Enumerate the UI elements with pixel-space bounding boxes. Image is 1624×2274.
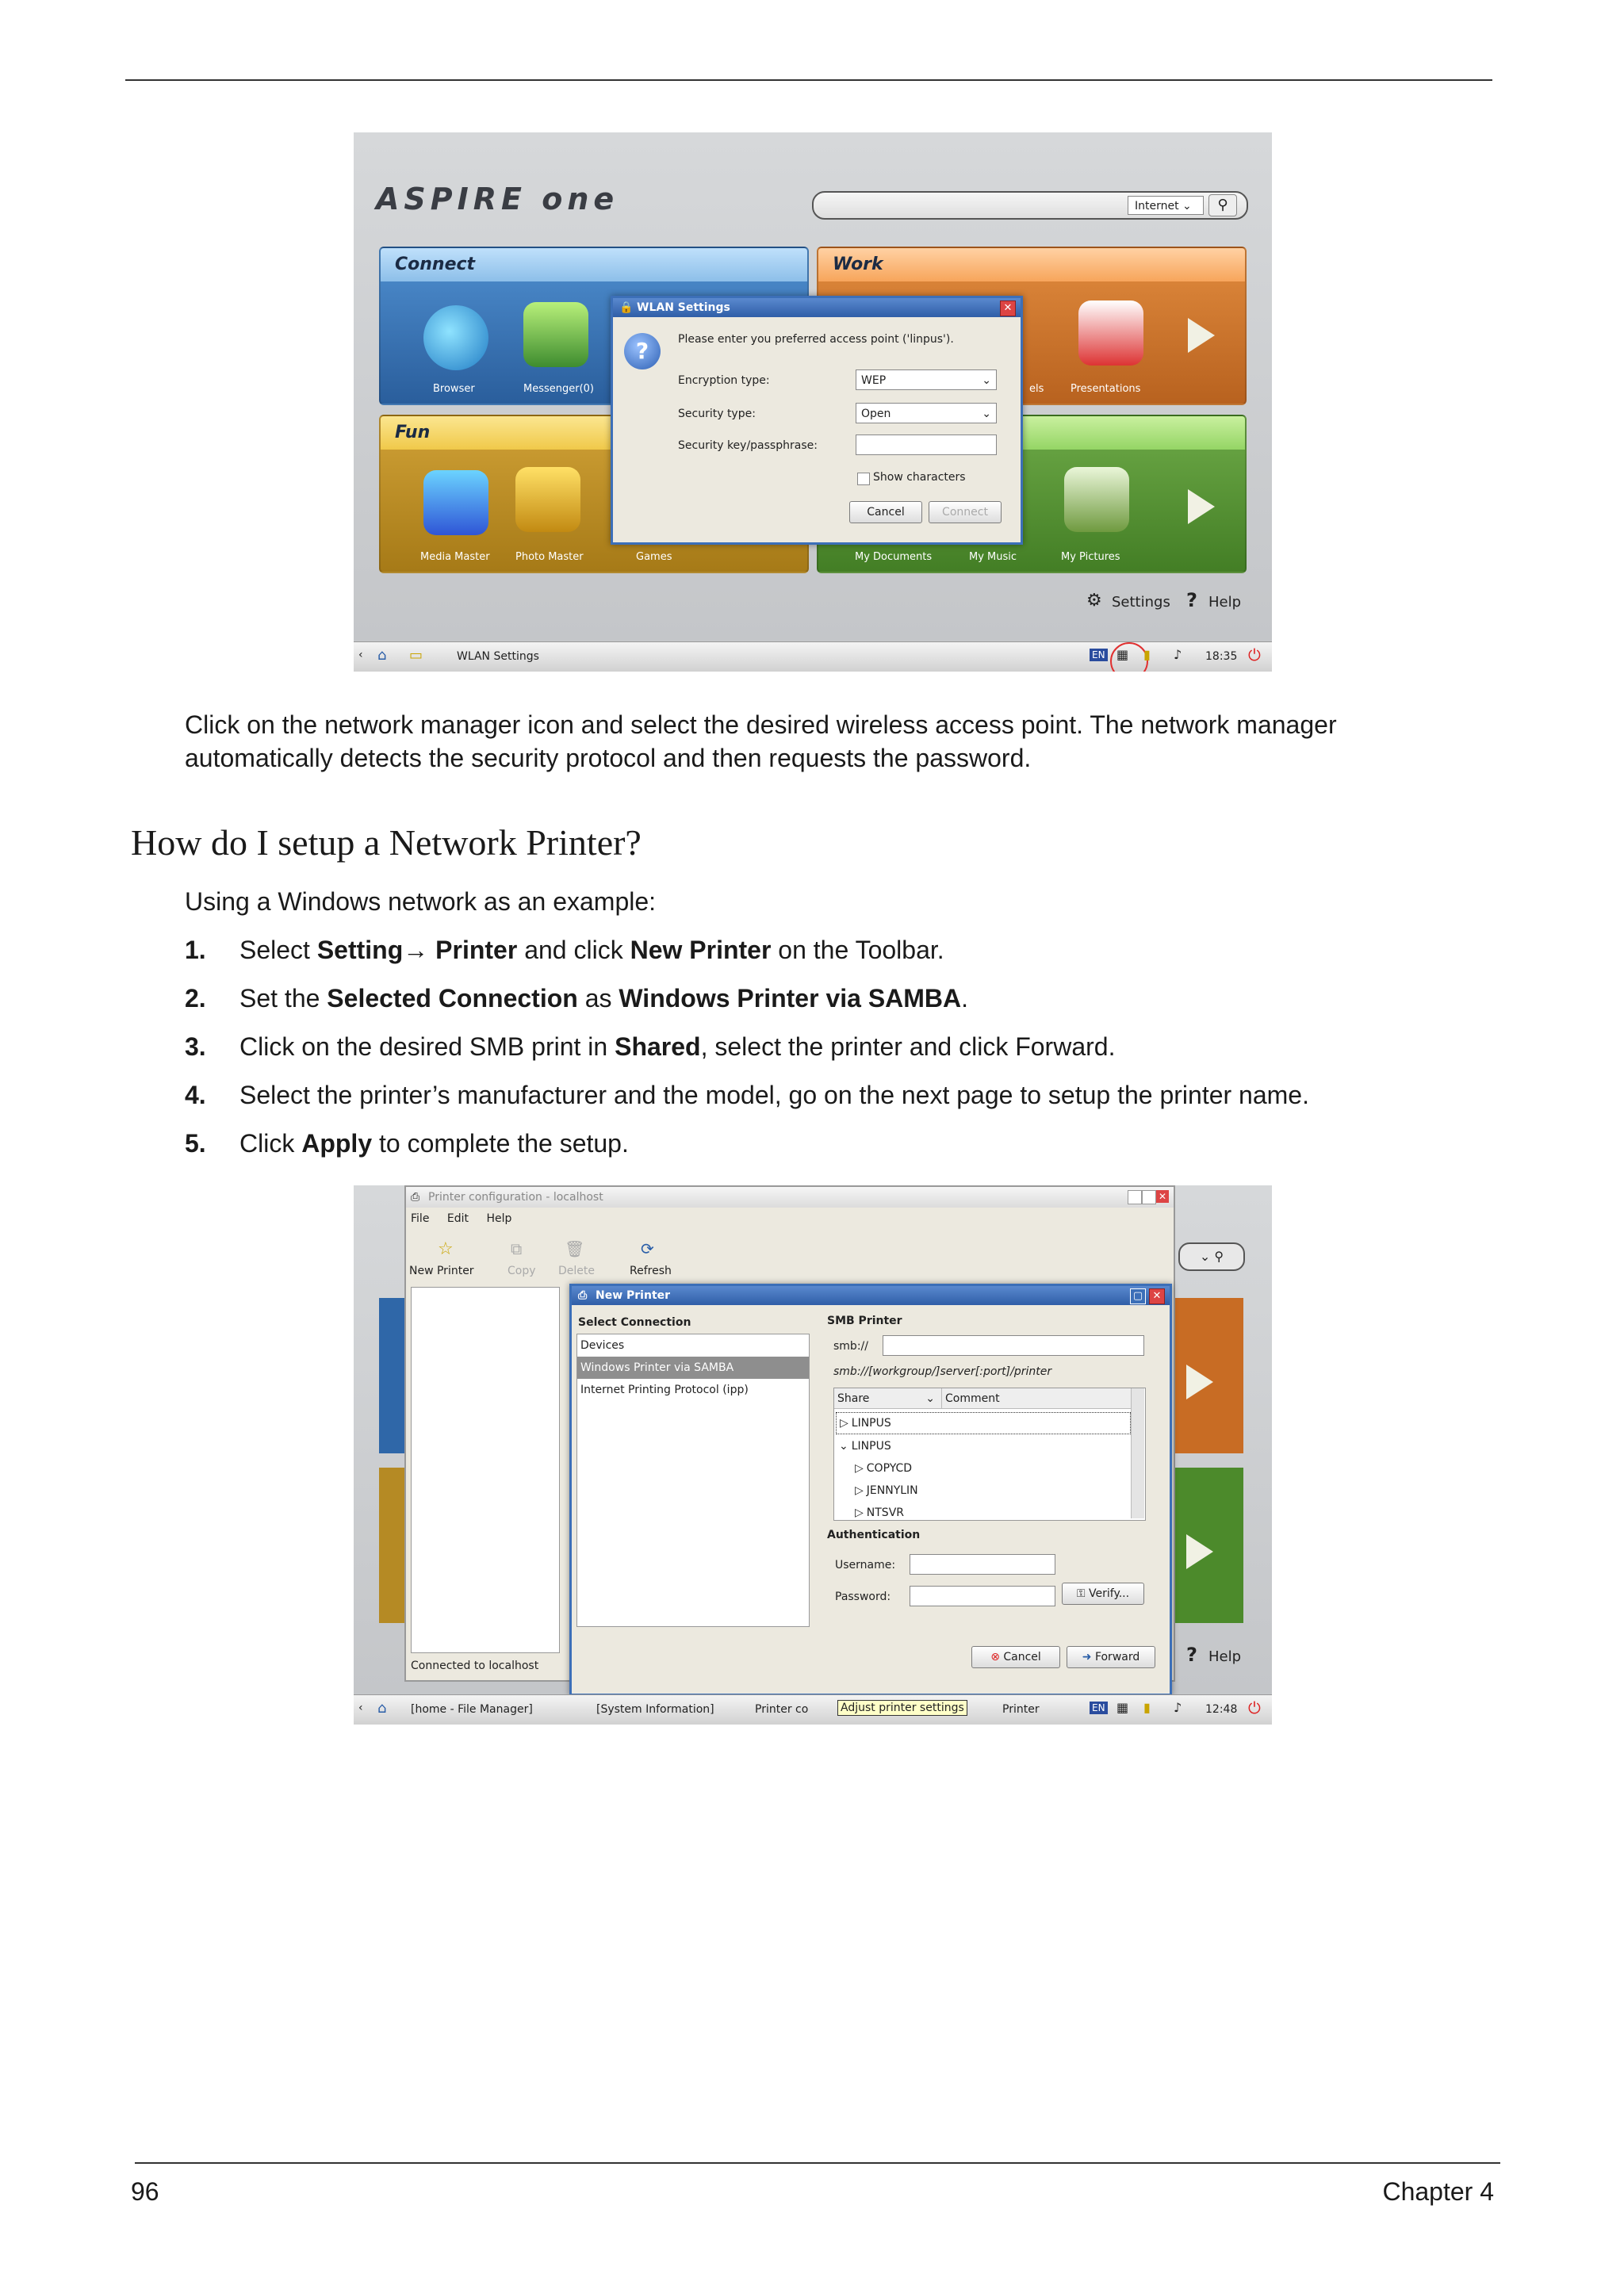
language-indicator[interactable]: EN	[1090, 1702, 1108, 1714]
forward-button[interactable]: ➜ Forward	[1067, 1646, 1155, 1668]
select-connection-label: Select Connection	[578, 1316, 691, 1329]
work-panel-title: Work	[818, 248, 1245, 281]
printer-list-pane[interactable]	[411, 1287, 560, 1653]
messenger-icon[interactable]	[523, 302, 588, 367]
column-header-comment[interactable]: Comment	[942, 1388, 1132, 1409]
refresh-icon: ⟳	[641, 1239, 654, 1258]
my-music-label: My Music	[969, 551, 1017, 563]
connection-samba[interactable]: Windows Printer via SAMBA	[577, 1357, 809, 1379]
search-scope-select[interactable]: Internet ⌄	[1128, 196, 1204, 215]
new-printer-icon[interactable]: ☆	[438, 1239, 454, 1259]
cancel-button[interactable]: ⊗ Cancel	[971, 1646, 1060, 1668]
wlan-prompt: Please enter you preferred access point ('linpus').	[678, 333, 954, 346]
lead-text: Using a Windows network as an example:	[185, 887, 657, 916]
security-type-select[interactable]: Open ⌄	[856, 403, 997, 423]
tree-row[interactable]: ▷ JENNYLIN	[855, 1484, 918, 1497]
folder-icon[interactable]: ▭	[409, 647, 423, 664]
network-manager-icon[interactable]: ▦	[1116, 1700, 1129, 1715]
highlight-circle	[1110, 642, 1148, 672]
tree-row[interactable]: ▷ LINPUS	[836, 1412, 1131, 1434]
security-key-input[interactable]	[856, 435, 997, 455]
printer-icon: ⎙	[411, 1191, 420, 1204]
taskbar-left-arrow-icon[interactable]: ‹	[358, 649, 363, 661]
connect-button[interactable]: Connect	[929, 501, 1002, 523]
close-icon[interactable]: ✕	[1000, 301, 1016, 316]
delete-icon: 🗑	[565, 1239, 585, 1258]
menu-file[interactable]: File	[411, 1212, 430, 1225]
taskbar-task-file-manager[interactable]: [home - File Manager]	[411, 1703, 533, 1716]
header-rule	[125, 79, 1492, 81]
presentations-label: Presentations	[1071, 383, 1141, 395]
question-icon: ?	[624, 333, 661, 369]
menu-edit[interactable]: Edit	[446, 1212, 469, 1225]
triangle-right-icon: ▷	[840, 1417, 848, 1430]
chevron-down-icon: ⌄	[982, 374, 991, 387]
my-documents-label: My Documents	[855, 551, 933, 563]
taskbar	[354, 641, 1272, 672]
chevron-down-icon: ⌄	[1178, 200, 1192, 212]
browser-icon[interactable]	[423, 305, 488, 370]
tree-row[interactable]: ⌄ LINPUS	[839, 1440, 891, 1453]
my-pictures-label: My Pictures	[1061, 551, 1120, 563]
games-label: Games	[636, 551, 672, 563]
work-item-label: els	[1029, 383, 1044, 395]
printer-icon: ⎙	[578, 1289, 588, 1302]
menu-help[interactable]: Help	[486, 1212, 512, 1225]
help-question-icon[interactable]: ?	[1186, 589, 1197, 611]
bg-search-bar: ⌄ ⚲	[1178, 1242, 1245, 1271]
clock: 12:48	[1205, 1703, 1238, 1716]
close-icon[interactable]: ✕	[1149, 1288, 1165, 1304]
smb-url-hint: smb://[workgroup/]server[:port]/printer	[833, 1365, 1052, 1378]
status-text: Connected to localhost	[411, 1660, 539, 1672]
taskbar-task-printer[interactable]: Printer	[1002, 1703, 1040, 1716]
screenshot-wlan-settings	[354, 132, 1272, 672]
show-characters-label: Show characters	[873, 471, 966, 484]
refresh-button[interactable]: Refresh	[630, 1265, 672, 1277]
minimize-icon[interactable]	[1128, 1190, 1142, 1204]
volume-icon[interactable]: ♪	[1174, 647, 1182, 662]
show-characters-checkbox[interactable]	[857, 473, 870, 485]
triangle-right-icon: ▷	[855, 1462, 864, 1475]
chapter-label: Chapter 4	[1382, 2177, 1494, 2206]
key-icon: ⚿	[1076, 1587, 1086, 1600]
home-icon[interactable]: ⌂	[377, 647, 387, 664]
footer-rule	[135, 2162, 1500, 2164]
wlan-settings-dialog	[611, 296, 1023, 545]
password-label: Password:	[835, 1591, 891, 1603]
security-type-label: Security type:	[678, 408, 756, 420]
password-input[interactable]	[910, 1586, 1055, 1606]
connection-list	[576, 1334, 810, 1627]
maximize-icon[interactable]: ▢	[1130, 1288, 1146, 1304]
page-number: 96	[131, 2177, 159, 2206]
media-master-label: Media Master	[420, 551, 490, 563]
share-tree	[833, 1388, 1146, 1521]
chevron-down-icon: ⌄	[982, 408, 991, 420]
browser-label: Browser	[433, 383, 475, 395]
messenger-label: Messenger(0)	[523, 383, 595, 395]
security-key-label: Security key/passphrase:	[678, 439, 818, 452]
tree-row[interactable]: ▷ COPYCD	[855, 1462, 913, 1475]
taskbar-left-arrow-icon[interactable]: ‹	[358, 1702, 363, 1714]
smb-printer-label: SMB Printer	[827, 1315, 902, 1327]
smb-url-input[interactable]	[883, 1335, 1144, 1356]
cancel-icon: ⊗	[990, 1651, 1000, 1663]
copy-button[interactable]: Copy	[508, 1265, 536, 1277]
connect-panel-title: Connect	[381, 248, 807, 281]
wlan-dialog-titlebar: 🔒 WLAN Settings	[613, 298, 1021, 317]
bg-help-label: Help	[1208, 1648, 1242, 1665]
bg-files-arrow-icon	[1186, 1534, 1213, 1569]
my-pictures-icon[interactable]	[1064, 467, 1129, 532]
photo-master-icon[interactable]	[515, 467, 580, 532]
photo-master-label: Photo Master	[515, 551, 584, 563]
encryption-type-label: Encryption type:	[678, 374, 770, 387]
authentication-label: Authentication	[827, 1529, 921, 1541]
connection-ipp[interactable]: Internet Printing Protocol (ipp)	[580, 1384, 749, 1396]
presentations-icon[interactable]	[1078, 301, 1143, 366]
triangle-right-icon: ▷	[855, 1506, 864, 1518]
battery-icon[interactable]: ▮	[1143, 647, 1151, 662]
copy-icon: ⧉	[511, 1239, 523, 1258]
verify-button[interactable]: ⚿ Verify...	[1062, 1583, 1144, 1605]
toolbar	[406, 1236, 1174, 1282]
maximize-icon[interactable]	[1142, 1190, 1156, 1204]
section-heading: How do I setup a Network Printer?	[131, 822, 642, 863]
taskbar	[354, 1694, 1272, 1725]
printer-config-titlebar: ⎙ Printer configuration - localhost ✕	[406, 1187, 1174, 1208]
language-indicator[interactable]: EN	[1090, 649, 1108, 661]
power-icon[interactable]: ⏻	[1248, 1698, 1261, 1717]
new-printer-button[interactable]: New Printer	[409, 1265, 474, 1277]
work-next-arrow-icon[interactable]	[1188, 318, 1215, 353]
bg-help-icon: ?	[1186, 1644, 1197, 1666]
settings-label[interactable]: Settings	[1112, 594, 1170, 611]
taskbar-task-printer-config[interactable]: Printer co	[755, 1703, 809, 1716]
aspire-one-logo: ASPIRE one	[376, 182, 619, 216]
cancel-button[interactable]: Cancel	[849, 501, 922, 523]
taskbar-task-system-info[interactable]: [System Information]	[596, 1703, 714, 1716]
search-icon[interactable]: ⚲	[1208, 194, 1237, 216]
encryption-type-select[interactable]: WEP ⌄	[856, 369, 997, 390]
new-printer-titlebar: ⎙ New Printer	[572, 1286, 1170, 1305]
connection-devices[interactable]: Devices	[580, 1339, 625, 1352]
help-label[interactable]: Help	[1208, 594, 1242, 611]
files-next-arrow-icon[interactable]	[1188, 489, 1215, 524]
network-manager-icon[interactable]: ▦	[1116, 647, 1129, 662]
chevron-down-icon: ⌄	[925, 1392, 935, 1405]
scrollbar[interactable]	[1131, 1388, 1144, 1518]
lock-icon: 🔒	[619, 301, 634, 314]
volume-icon[interactable]: ♪	[1174, 1700, 1182, 1715]
media-master-icon[interactable]	[423, 470, 488, 535]
arrow-right-icon: →	[403, 936, 429, 964]
settings-gear-icon[interactable]: ⚙	[1086, 591, 1102, 611]
column-header-share[interactable]: Share ⌄	[834, 1388, 942, 1409]
forward-arrow-icon: ➜	[1082, 1651, 1092, 1663]
battery-icon[interactable]: ▮	[1143, 1700, 1151, 1715]
screenshot-printer-configuration	[354, 1185, 1272, 1725]
delete-button[interactable]: Delete	[558, 1265, 595, 1277]
new-printer-dialog	[569, 1284, 1172, 1696]
bg-work-arrow-icon	[1186, 1365, 1213, 1399]
triangle-right-icon: ▷	[855, 1484, 864, 1497]
clock: 18:35	[1205, 650, 1238, 663]
fun-panel-title: Fun	[381, 416, 807, 450]
close-icon[interactable]: ✕	[1156, 1190, 1169, 1203]
tree-row[interactable]: ▷ NTSVR	[855, 1506, 904, 1518]
home-icon[interactable]: ⌂	[377, 1700, 387, 1717]
smb-url-label: smb://	[833, 1340, 868, 1353]
menu-bar	[411, 1212, 511, 1225]
taskbar-task-wlan[interactable]: WLAN Settings	[457, 650, 539, 663]
username-label: Username:	[835, 1559, 896, 1572]
tooltip: Adjust printer settings	[837, 1700, 967, 1716]
power-icon[interactable]: ⏻	[1248, 645, 1261, 664]
username-input[interactable]	[910, 1554, 1055, 1575]
chevron-down-icon: ⌄	[839, 1440, 848, 1453]
intro-paragraph: Click on the network manager icon and select the desired wireless access point. The network manager automatically detects the security protocol and then requests the password.	[185, 710, 1337, 772]
